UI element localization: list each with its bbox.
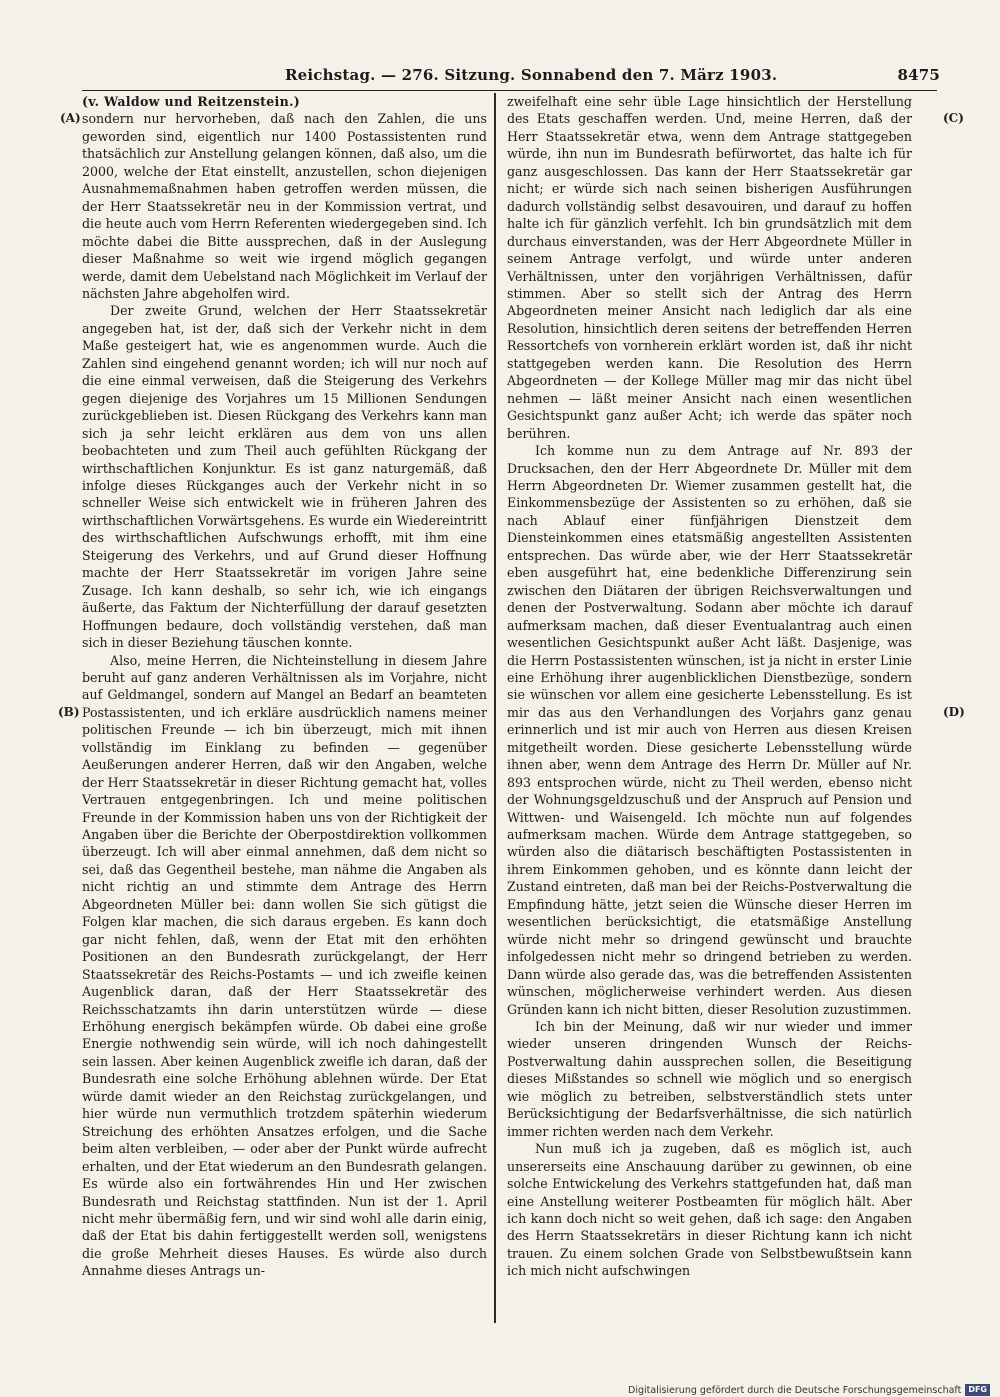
margin-mark-d: (D) [943, 705, 965, 719]
page-footer [628, 1383, 990, 1397]
footer-credit: Digitalisierung gefördert durch die Deutsche Forschungsgemeinschaft [628, 1384, 962, 1396]
paragraph: zweifelhaft eine sehr üble Lage hinsichtlich der Herstellung des Etats geschaffen werden. Und, meine Herren, daß der Herr Staatssekretär etwa, wenn dem Antrage stattgegeben würde, ihn nun im Bundesrath befürwortet, das halte ich für ganz ausgeschlossen. Das kann der Herr Staatssekretär gar nicht; er würde sich nach seinen bisherigen Ausführungen dadurch vollständig selbst desavouiren, und darauf zu hoffen halte ich für gänzlich verfehlt. Ich bin grundsätzlich mit dem durchaus einverstanden, was der Herr Abgeordnete Müller in seinem Antrage verfolgt, und würde unter anderen Verhältnissen, unter den vorjährigen Verhältnissen, dafür stimmen. Aber so stellt sich der Antrag des Herrn Abgeordneten meiner Ansicht nach lediglich dar als eine Resolution, hinsichtlich deren seitens der betreffenden Herren Ressortchefs von vornherein erklärt worden ist, daß ihr nicht stattgegeben werden kann. Die Resolution des Herrn Abgeordneten — der Kollege Müller mag mir das nicht übel nehmen — läßt meiner Ansicht nach einen wesentlichen Gesichtspunkt ganz außer Acht; ich werde das später noch berühren. [507, 94, 912, 441]
paragraph: Ich komme nun zu dem Antrage auf Nr. 893 der Drucksachen, den der Herr Abgeordnete Dr. Müller mit dem Herrn Abgeordneten Dr. Wiemer zusammen gestellt hat, die Einkommensbezüge der Assistenten so zu erhöhen, daß sie nach Ablauf einer fünfjährigen Dienstzeit dem Diensteinkommen eines etatsmäßig angestellten Assistenten entsprechen. Das würde aber, wie der Herr Staatssekretär eben ausgeführt hat, eine bedenkliche Differenzirung sein zwischen den Diätaren der übrigen Reichsverwaltungen und denen der Postverwaltung. Sodann aber möchte ich darauf aufmerksam machen, daß dieser Eventualantrag auch einen wesentlichen Gesichtspunkt außer Acht läßt. Dasjenige, was die Herrn Postassistenten wünschen, ist ja nicht in erster Linie eine Erhöhung ihrer augenblicklichen Dienstbezüge, sondern sie wünschen vor allem eine gesicherte Lebensstellung. Es ist mir das aus den Verhandlungen des Vorjahrs ganz genau erinnerlich und ist mir auch von Herren aus diesen Kreisen mitgetheilt worden. Diese gesicherte Lebensstellung würde ihnen aber, wenn dem Antrage des Herrn Dr. Müller auf Nr. 893 entsprochen würde, nicht zu Theil werden, ebenso nicht der Wohnungsgeldzuschuß und der Anspruch auf Pension und Wittwen- und Waisengeld. Ich möchte nun auf folgendes aufmerksam machen. Würde dem Antrage stattgegeben, so würden also die diätarisch beschäftigten Postassistenten in ihrem Einkommen gehoben, und es könnte dann leicht der Zustand eintreten, daß man bei der Reichs-Postverwaltung die Empfindung hätte, jetzt seien die Wünsche dieser Herren im wesentlichen berücksichtigt, die etatsmäßige Anstellung würde nicht mehr so dringend gewünscht und brauchte infolgedessen nicht mehr so dringend betrieben zu werden. Dann würde also gerade das, was die betreffenden Assistenten wünschen, möglicherweise verhindert werden. Aus diesen Gründen kann ich nicht bitten, dieser Resolution zuzustimmen. [507, 443, 912, 1017]
paragraph: Nun muß ich ja zugeben, daß es möglich ist, auch unsererseits eine Anschauung darüber zu gewinnen, ob eine solche Entwickelung des Verkehrs stattgefunden hat, daß man eine Anstellung weiterer Postbeamten für möglich hält. Aber ich kann doch nicht so weit gehen, daß ich sage: den Angaben des Herrn Staatssekretärs in dieser Richtung kann ich nicht trauen. Zu einem solchen Grade von Selbstbewußtsein kann ich mich nicht aufschwingen [507, 1141, 912, 1279]
page-header [0, 62, 1000, 86]
right-column [507, 93, 912, 1280]
paragraph: Also, meine Herren, die Nichteinstellung in diesem Jahre beruht auf ganz anderen Verhältnissen als im Vorjahre, nicht auf Geldmangel, sondern auf Mangel an Bedarf an beamteten Postassistenten, und ich erkläre ausdrücklich namens meiner politischen Freunde — ich bin überzeugt, mich mit ihnen vollständig im Einklang zu befinden — gegenüber Aeußerungen anderer Herren, daß wir den Angaben, welche der Herr Staatssekretär in dieser Richtung gemacht hat, volles Vertrauen entgegenbringen. Ich und meine politischen Freunde in der Kommission haben uns von der Richtigkeit der Angaben über die Berichte der Oberpostdirektion vollkommen überzeugt. Ich will aber einmal annehmen, daß dem nicht so sei, daß das Gegentheil bestehe, man nähme die Angaben als nicht richtig an und stimmte dem Antrage des Herrn Abgeordneten Müller bei: dann wollen Sie sich gütigst die Folgen klar machen, die sich daraus ergeben. Es kann doch gar nicht fehlen, daß, wenn der Etat mit den erhöhten Positionen an den Bundesrath zurückgelangt, der Herr Staatssekretär des Reichs-Postamts — und ich zweifle keinen Augenblick daran, daß der Herr Staatssekretär des Reichsschatzamts ihn darin unterstützen würde — diese Erhöhung energisch bekämpfen würde. Ob dabei eine große Energie nothwendig sein würde, will ich noch dahingestellt sein lassen. Aber keinen Augenblick zweifle ich daran, daß der Bundesrath eine solche Erhöhung ablehnen würde. Der Etat würde damit wieder an den Reichstag zurückgelangen, und hier würde nun vermuthlich trotzdem späterhin wiederum Streichung des erhöhten Ansatzes erfolgen, und die Sache beim alten verbleiben, — oder aber der Punkt würde aufrecht erhalten, und der Etat wiederum an den Bundesrath gelangen. Es würde also ein fortwährendes Hin und Her zwischen Bundesrath und Reichstag stattfinden. Nun ist der 1. April nicht mehr übermäßig fern, und wir sind wohl alle darin einig, daß der Etat bis dahin fertiggestellt werden soll, wenigstens die große Mehrheit dieses Hauses. Es würde also durch Annahme dieses Antrags un- [82, 652, 487, 1279]
page-number: 8475 [897, 66, 940, 84]
column-divider [494, 93, 496, 1323]
header-rule [82, 90, 937, 91]
margin-mark-b: (B) [58, 705, 80, 719]
margin-mark-c: (C) [943, 111, 964, 125]
speaker-label: (v. Waldow und Reitzenstein.) [82, 94, 301, 109]
running-title: Reichstag. — 276. Sitzung. Sonnabend den 7. März 1903. [285, 66, 778, 84]
margin-mark-a: (A) [60, 111, 81, 125]
paragraph: sondern nur hervorheben, daß nach den Zahlen, die uns geworden sind, eigentlich nur 1400 Postassistenten rund thatsächlich zur Anstellung gelangen können, daß also, um die 2000, welche der Etat einstellt, anzustellen, schon diejenigen Ausnahmemaßnahmen haben getroffen werden müssen, die der Herr Staatssekretär neu in der Kommission vertrat, und die heute auch vom Herrn Referenten wiedergegeben sind. Ich möchte dabei die Bitte aussprechen, daß in der Auslegung dieser Maßnahme so weit wie irgend möglich gegangen werde, damit dem Uebelstand nach Möglichkeit im Verlauf der nächsten Jahre abgeholfen wird. [82, 111, 487, 301]
dfg-logo-icon: DFG [965, 1384, 990, 1396]
paragraph: Ich bin der Meinung, daß wir nur wieder und immer wieder unseren dringenden Wunsch der Reichs-Postverwaltung dahin aussprechen sollen, die Beseitigung dieses Mißstandes so schnell wie möglich und so energisch wie möglich zu betreiben, selbstverständlich stets unter Berücksichtigung der Bedarfsverhältnisse, die sich natürlich immer richten werden nach dem Verkehr. [507, 1019, 912, 1139]
left-column [82, 93, 487, 1280]
paragraph: Der zweite Grund, welchen der Herr Staatssekretär angegeben hat, ist der, daß sich der Verkehr nicht in dem Maße gesteigert hat, wie es angenommen wurde. Auch die Zahlen sind eingehend genannt worden; ich will nur noch auf die eine einmal verweisen, daß die Steigerung des Verkehrs gegen diejenige des Vorjahres um 15 Millionen Sendungen zurückgeblieben ist. Diesen Rückgang des Verkehrs kann man sich ja sehr leicht erklären aus dem von uns allen beobachteten und zum Theil auch gefühlten Rückgang der wirthschaftlichen Konjunktur. Es ist ganz naturgemäß, daß infolge dieses Rückganges auch der Verkehr nicht in so schneller Weise sich entwickelt wie in früheren Jahren des wirthschaftlichen Vorwärtsgehens. Es wurde ein Wiedereintritt des wirthschaftlichen Aufschwungs erhofft, mit ihm eine Steigerung des Verkehrs, und auf Grund dieser Hoffnung machte der Herr Staatssekretär im vorigen Jahre seine Zusage. Ich kann deshalb, so sehr ich, wie ich eingangs äußerte, das Faktum der Nichterfüllung der darauf gesetzten Hoffnungen bedaure, doch vollständig verstehen, daß man sich in dieser Beziehung täuschen konnte. [82, 303, 487, 651]
